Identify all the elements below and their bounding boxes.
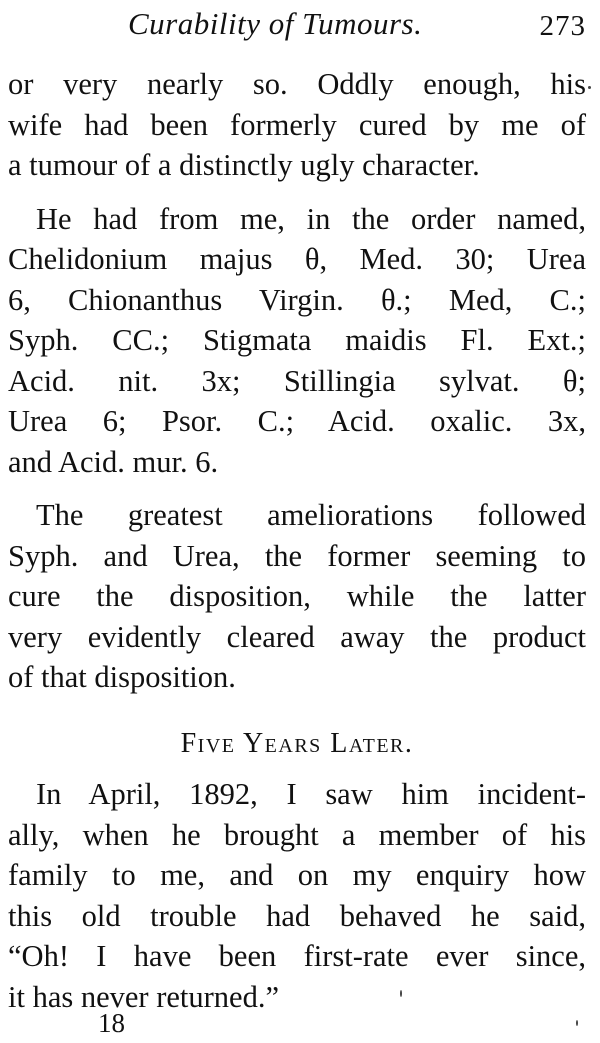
text-line: The greatest ameliorations followed [36, 498, 586, 532]
text-line: Acid. nit. 3x; Stillingia sylvat. θ; [8, 363, 586, 398]
text-line: family to me, and on my enquiry how [8, 858, 586, 892]
text-line: Chelidonium majus θ, Med. 30; Urea [8, 242, 586, 276]
text-line: He had from me, in the order named, [36, 201, 586, 236]
text-line: Urea 6; Psor. C.; Acid. oxalic. 3x, [8, 404, 586, 438]
paragraph-2 [8, 199, 586, 483]
text-line: wife had been formerly cured by me of [8, 107, 586, 142]
paragraph-4 [8, 774, 586, 1017]
signature-mark: 18 [98, 1008, 125, 1038]
text-line: “Oh! I have been first-rate ever since, [8, 939, 586, 973]
text-line: of that disposition. [8, 660, 236, 694]
print-speck [400, 990, 402, 997]
text-line: ally, when he brought a member of his [8, 817, 586, 852]
text-line: it has never returned.” [8, 979, 279, 1014]
text-line: Syph. and Urea, the former seeming to [8, 538, 586, 573]
text-line: In April, 1892, I saw him incident- [36, 777, 586, 811]
page-header [0, 6, 600, 46]
running-title: Curability of Tumours. [128, 6, 423, 41]
text-line: a tumour of a distinctly ugly character. [8, 148, 480, 182]
page-number: 273 [539, 10, 586, 42]
body-text [8, 64, 586, 1017]
text-line: very evidently cleared away the product [8, 619, 586, 654]
text-line: cure the disposition, while the latter [8, 579, 586, 613]
text-line: or very nearly so. Oddly enough, his [8, 67, 586, 101]
print-speck [588, 86, 591, 89]
section-heading: Five Years Later. [180, 727, 414, 759]
print-speck [576, 1020, 578, 1026]
text-line: Syph. CC.; Stigmata maidis Fl. Ext.; [8, 323, 586, 357]
text-line: and Acid. mur. 6. [8, 444, 219, 479]
text-line: this old trouble had behaved he said, [8, 898, 586, 933]
paragraph-1 [8, 64, 586, 186]
text-line: 6, Chionanthus Virgin. θ.; Med, C.; [8, 282, 586, 317]
paragraph-3 [8, 495, 586, 698]
